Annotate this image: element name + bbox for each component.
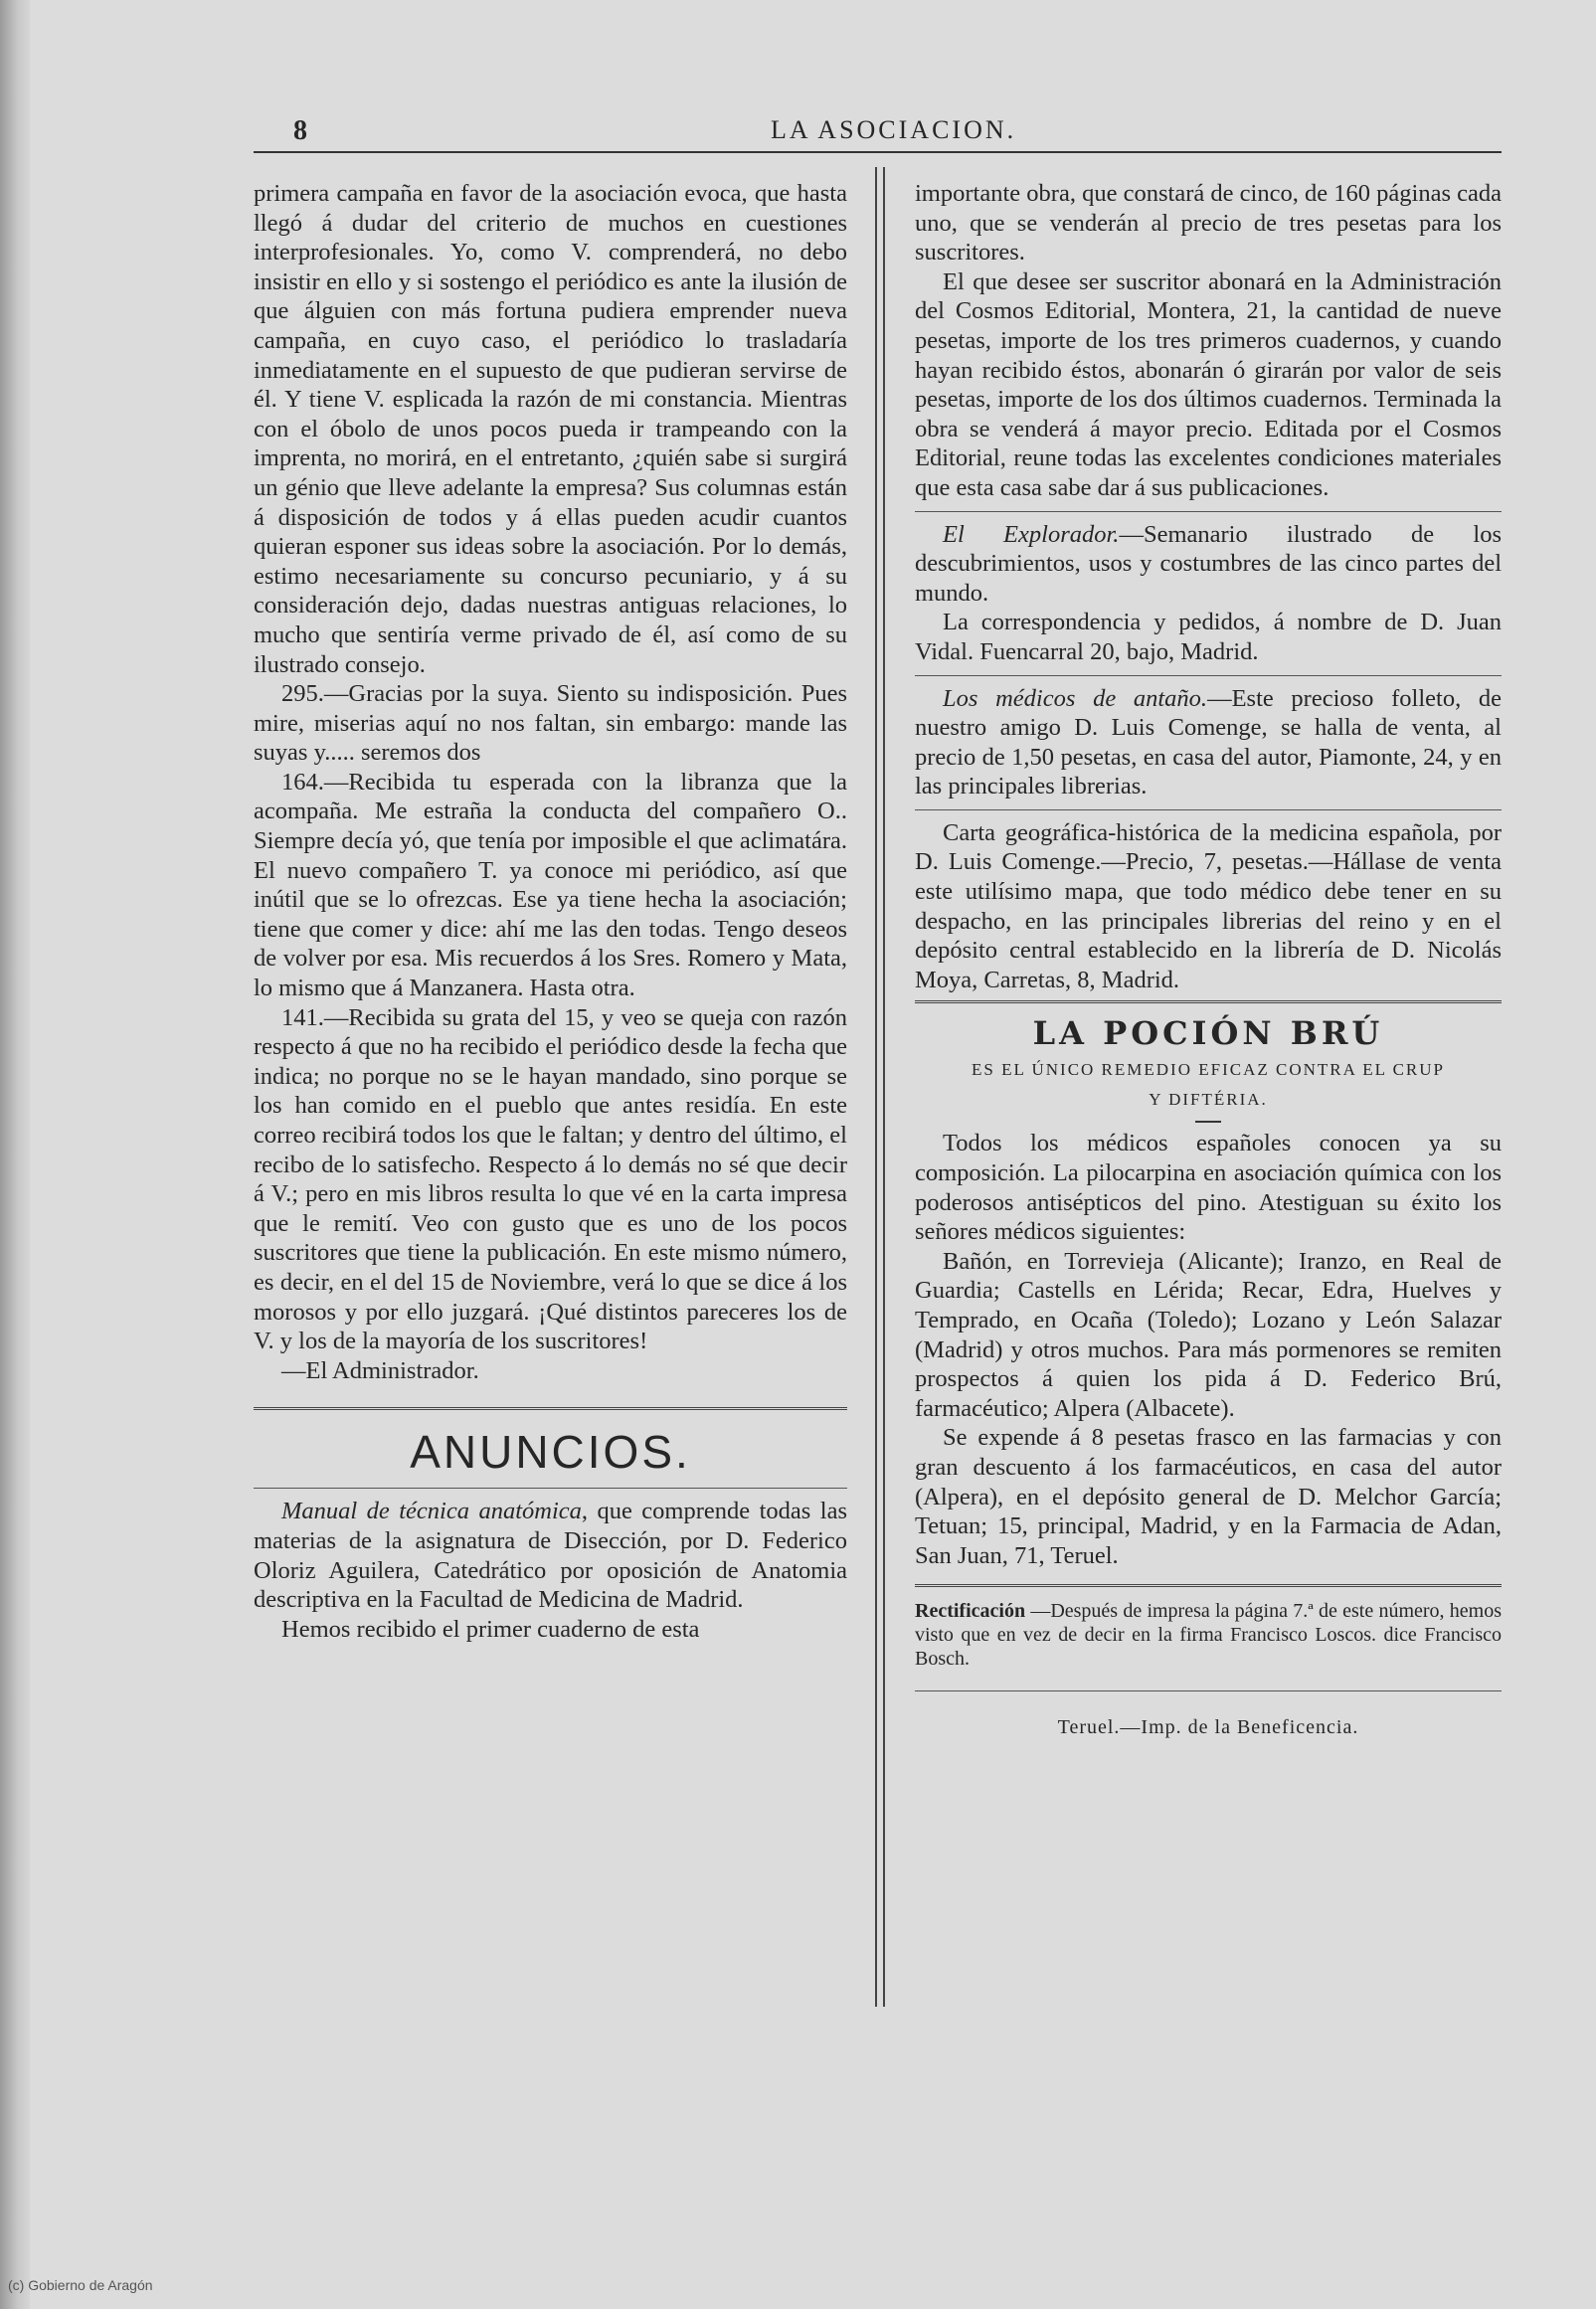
manual-ad-text: , que comprende todas las materias de la asignatura de Disección, por D. Federico Oloriz Aguilera, Catedrático por oposición de Anatomia descriptiva en la Facultad de Medicina de Madrid. <box>254 1498 847 1614</box>
correspondence-paragraph: 141.—Recibida su grata del 15, y veo se queja con razón respecto á que no ha recibido el periódico desde la fecha que indica; no porque no se le hayan mandado, sino porque se los han comido en el pueblo que antes residía. En este correo recibirá todos los que le faltan; y dentro del último, el recibo de lo satisfecho. Respecto á lo demás no sé que decir á V.; pero en mis libros resulta lo que vé en la carta impresa que le remití. Veo con gusto que es uno de los pocos suscritores que tiene la publicación. En este mismo número, es decir, en el del 15 de Noviembre, verá lo que se dice á los morosos y por ello juzgará. ¡Qué distintos pareceres los de V. y los de la mayoría de los suscritores! <box>254 1003 847 1355</box>
medicos-title: Los médicos de antaño. <box>943 684 1208 712</box>
correspondence-paragraph: 164.—Recibida tu esperada con la libranza que la acompaña. Me estraña la conducta del compañero O.. Siempre decía yó, que tenía por imposible el que aclimatára. El nuevo compañero T. ya conoce mi periódico, así que inútil que se lo ofrezcas. Ese ya tiene hecha la asociación; tiene que comer y dice: ahí me las den todas. Tengo deseos de volver por esa. Mis recuerdos á los Sres. Romero y Mata, lo mismo que á Manzanera. Hasta otra. <box>254 768 847 1002</box>
ad-separator <box>915 1584 1502 1587</box>
explorador-ad <box>915 520 1502 609</box>
pocion-paragraph: Bañón, en Torrevieja (Alicante); Iranzo, en Real de Guardia; Castells en Lérida; Recar, Edra, Huelves y Temprado, en Ocaña (Toledo); Lozano y León Salazar (Madrid) y otros muchos. Para más pormenores se remiten prospectos á quien los pida á D. Federico Brú, farmacéutico; Alpera (Albacete). <box>915 1247 1502 1422</box>
pocion-paragraph: Se expende á 8 pesetas frasco en las farmacias y con gran descuento á los farmacéuticos, en casa del autor (Alpera), en el depósito general de D. Melchor García; Tetuan; 15, principal, Madrid, y en la Farmacia de Adan, San Juan, 71, Teruel. <box>915 1424 1502 1569</box>
imprint: Teruel.—Imp. de la Beneficencia. <box>1057 1716 1359 1739</box>
small-rule <box>1195 1121 1221 1123</box>
manual-ad-title: Manual de técnica anatómica <box>281 1498 582 1525</box>
section-rule <box>254 1407 847 1410</box>
pocion-paragraph: Todos los médicos españoles conocen ya su composición. La pilocarpina en asociación química con los poderosos antisépticos del pino. Atestiguan su éxito los señores médicos siguientes: <box>915 1130 1502 1246</box>
left-column <box>254 179 847 1644</box>
column-divider <box>875 167 885 2007</box>
rectificacion-text: —Después de impresa la página 7.ª de este número, hemos visto que en vez de decir en la firma Francisco Loscos. dice Francisco Bosch. <box>915 1600 1502 1671</box>
right-column <box>915 179 1502 1743</box>
pocion-subtitle-2: Y DIFTÉRIA. <box>1149 1090 1268 1110</box>
page-number: 8 <box>293 115 307 146</box>
medicos-text: —Este precioso folleto, de nuestro amigo D. Luis Comenge, se halla de venta, al precio de 1,50 pesetas, en casa del autor, Piamonte, 24, y en las principales librerias. <box>915 684 1502 800</box>
header-rule <box>254 151 1502 153</box>
manual-ad-continuation: Hemos recibido el primer cuaderno de esta <box>281 1615 700 1643</box>
manual-ad-subscription: El que desee ser suscritor abonará en la Administración del Cosmos Editorial, Montera, 21, la cantidad de nueve pesetas, importe de los tres primeros cuadernos, y cuando hayan recibido éstos, abonarán ó girarán por valor de seis pesetas, importe de los dos últimos cuadernos. Terminada la obra se venderá á mayor precio. Editada por el Cosmos Editorial, reune todas las excelentes condiciones materiales que esta casa sabe dar á sus publicaciones. <box>915 267 1502 501</box>
imprint-rule <box>915 1690 1502 1691</box>
copyright-credit: (c) Gobierno de Aragón <box>8 2277 153 2293</box>
section-rule <box>254 1488 847 1489</box>
explorador-text: —Semanario ilustrado de los descubrimientos, usos y costumbres de las cinco partes del mundo. <box>915 520 1502 607</box>
rectificacion-note <box>915 1599 1502 1671</box>
medicos-ad <box>915 684 1502 801</box>
ads-heading: ANUNCIOS. <box>410 1426 691 1479</box>
manual-ad-continued: importante obra, que constará de cinco, de 160 páginas cada uno, que se venderán al precio de tres pesetas para los suscritores. <box>915 180 1502 266</box>
carta-ad: Carta geográfica-histórica de la medicina española, por D. Luis Comenge.—Precio, 7, pesetas.—Hállase de venta este utilísimo mapa, que todo médico debe tener en su despacho, en las principales librerias del reino y en el depósito central establecido en la librería de D. Nicolás Moya, Carretas, 8, Madrid. <box>915 818 1502 993</box>
administrator-signature: —El Administrador. <box>281 1356 479 1384</box>
pocion-title: LA POCIÓN BRÚ <box>1032 1014 1384 1053</box>
ad-separator <box>915 809 1502 810</box>
ad-separator <box>915 1000 1502 1003</box>
page-binding-shadow <box>0 0 30 2309</box>
explorador-contact: La correspondencia y pedidos, á nombre de D. Juan Vidal. Fuencarral 20, bajo, Madrid. <box>915 609 1502 665</box>
ad-separator <box>915 675 1502 676</box>
page-header <box>254 111 1507 151</box>
explorador-title: El Explorador. <box>943 520 1120 548</box>
manual-ad <box>254 1497 847 1614</box>
correspondence-paragraph: primera campaña en favor de la asociación evoca, que hasta llegó á dudar del criterio de muchos en cuestiones interprofesionales. Yo, como V. comprenderá, no debo insistir en ello y si sostengo el periódico es ante la ilusión de que álguien con más fortuna pudiera emprender nueva campaña, en cuyo caso, el periódico lo trasladaría inmediatamente en el supuesto de que pudieran servirse de él. Y tiene V. esplicada la razón de mi constancia. Mientras con el óbolo de unos pocos pueda ir trampeando con la imprenta, no morirá, en el entretanto, ¿quién sabe si surgirá un génio que lleve adelante la empresa? Sus columnas están á disposición de todos y á ellas pueden acudir cuantos quieran esponer sus ideas sobre la asociación. Por lo demás, estimo necesariamente su concurso pecuniario, y á su consideración dejo, dadas nuestras antiguas relaciones, lo mucho que sentiría verme privado de él, así como de su ilustrado consejo. <box>254 180 847 678</box>
pocion-subtitle-1: ES EL ÚNICO REMEDIO EFICAZ CONTRA EL CRUP <box>972 1060 1445 1080</box>
ad-separator <box>915 511 1502 512</box>
rectificacion-label: Rectificación <box>915 1600 1026 1623</box>
correspondence-paragraph: 295.—Gracias por la suya. Siento su indisposición. Pues mire, miserias aquí no nos faltan, sin embargo: mande las suyas y..... seremos dos <box>254 680 847 767</box>
journal-title: LA ASOCIACION. <box>771 115 1017 144</box>
